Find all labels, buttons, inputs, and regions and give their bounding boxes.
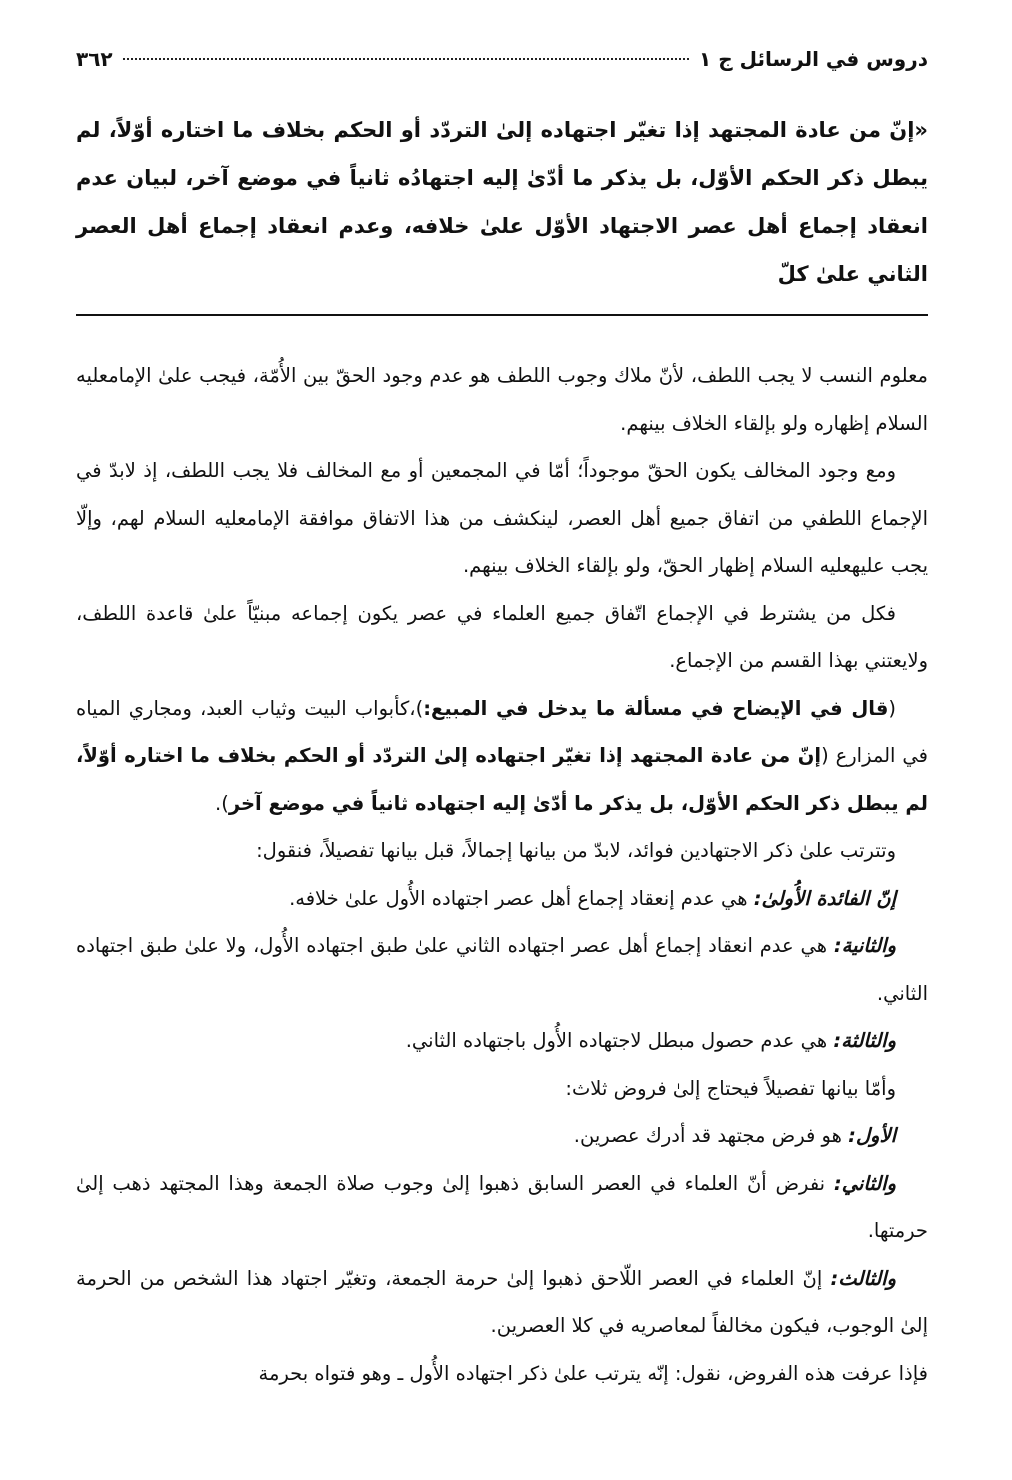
inline-text: )،كأبواب البيت وثياب العبد، ومجاري المياه في المزارع (: [76, 696, 928, 767]
book-title: دروس في الرسائل ج ١: [699, 47, 928, 71]
lead-term: والثالث:: [830, 1266, 896, 1290]
book-page: [76, 40, 928, 1397]
paragraph-first-assumption: [76, 1112, 928, 1160]
source-citation: قال في الإيضاح في مسألة ما يدخل في المبيع:: [423, 696, 889, 720]
paragraph: فكل من يشترط في الإجماع اتّفاق جميع العلماء في عصر يكون إجماعه مبنيّاً علىٰ قاعدة اللطف، ولايعتني بهذا القسم من الإجماع.: [76, 601, 928, 672]
close-paren: ).: [215, 791, 229, 815]
paragraph-text: هو فرض مجتهد قد أدرك عصرين.: [573, 1124, 849, 1147]
lead-term: والثانية:: [833, 934, 896, 957]
open-paren: (: [888, 696, 897, 720]
lead-term: والثاني:: [833, 1171, 896, 1195]
paragraph-third-benefit: [76, 1017, 928, 1065]
paragraph: معلوم النسب لا يجب اللطف، لأنّ ملاك وجوب اللطف هو عدم وجود الحقّ بين الأُمّة، فيجب علىٰ الإمامعليه السلام إظهاره ولو بإلقاء الخلاف بينهم.: [76, 364, 928, 435]
lead-term: والثالثة:: [833, 1029, 896, 1052]
paragraph: وتترتب علىٰ ذكر الاجتهادين فوائد، لابدّ من بيانها إجمالاً، قبل بيانها تفصيلاً، فنقول:: [256, 839, 896, 862]
paragraph-third-assumption: [76, 1255, 928, 1350]
quoted-text-block: [76, 106, 928, 310]
page-number: ٣٦٢: [76, 47, 113, 71]
paragraph-text: هي عدم انعقاد إجماع أهل عصر اجتهاده الثاني علىٰ طبق اجتهاده الأُول، ولا علىٰ طبق اجتهاده الثاني.: [76, 934, 928, 1005]
paragraph-quote-reference: [76, 685, 928, 828]
running-header: [76, 40, 928, 78]
quoted-passage: إنّ من عادة المجتهد إذا تغيّر اجتهاده إلىٰ التردّد أو الحكم بخلاف ما اختاره أوّلاً، لم يبطل ذكر الحكم الأوّل، بل يذكر ما أدّىٰ إليه اجتهاده ثانياً في موضع آخر: [76, 744, 928, 815]
quoted-text: «إنّ من عادة المجتهد إذا تغيّر اجتهاده إلىٰ التردّد أو الحكم بخلاف ما اختاره أوّلاً، لم يبطل ذكر الحكم الأوّل، بل يذكر ما أدّىٰ إليه اجتهادُه ثانياً في موضع آخر، لبيان عدم انعقاد إجماع أهل عصر الاجتهاد الأوّل علىٰ خلافه، وعدم انعقاد إجماع أهل العصر الثاني علىٰ كلّ: [76, 118, 928, 286]
lead-term: الأول:: [848, 1124, 896, 1147]
paragraph-text: هي عدم حصول مبطل لاجتهاده الأُول باجتهاده الثاني.: [405, 1029, 834, 1052]
paragraph-second-benefit: [76, 922, 928, 1017]
paragraph: ومع وجود المخالف يكون الحقّ موجوداً؛ أمّا في المجمعين أو مع المخالف فلا يجب اللطف، إذ لابدّ في الإجماع اللطفي من اتفاق جميع أهل العصر، لينكشف من هذا الاتفاق موافقة الإمامعليه السلام لهم، وإلّا يجب عليهعليه السلام إظهار الحقّ، ولو بإلقاء الخلاف بينهم.: [76, 459, 928, 577]
dotted-leader: [123, 58, 689, 60]
paragraph-text: هي عدم إنعقاد إجماع أهل عصر اجتهاده الأُول علىٰ خلافه.: [289, 886, 754, 910]
paragraph-text: نفرض أنّ العلماء في العصر السابق ذهبوا إلىٰ وجوب صلاة الجمعة وهذا المجتهد ذهب إلىٰ حرمتها.: [76, 1171, 928, 1242]
paragraph-first-benefit: [76, 875, 928, 923]
body-text: [76, 352, 928, 1397]
paragraph: وأمّا بيانها تفصيلاً فيحتاج إلىٰ فروض ثلاث:: [565, 1076, 896, 1100]
paragraph-text: إنّ العلماء في العصر اللّاحق ذهبوا إلىٰ حرمة الجمعة، وتغيّر اجتهاد هذا الشخص من الحرمة إلىٰ الوجوب، فيكون مخالفاً لمعاصريه في كلا العصرين.: [76, 1266, 928, 1337]
section-separator-rule: [76, 314, 928, 316]
lead-term: إنّ الفائدة الأُولىٰ:: [753, 886, 896, 910]
paragraph: فإذا عرفت هذه الفروض، نقول: إنّه يترتب علىٰ ذكر اجتهاده الأُول ـ وهو فتواه بحرمة: [258, 1361, 928, 1385]
paragraph-second-assumption: [76, 1160, 928, 1255]
